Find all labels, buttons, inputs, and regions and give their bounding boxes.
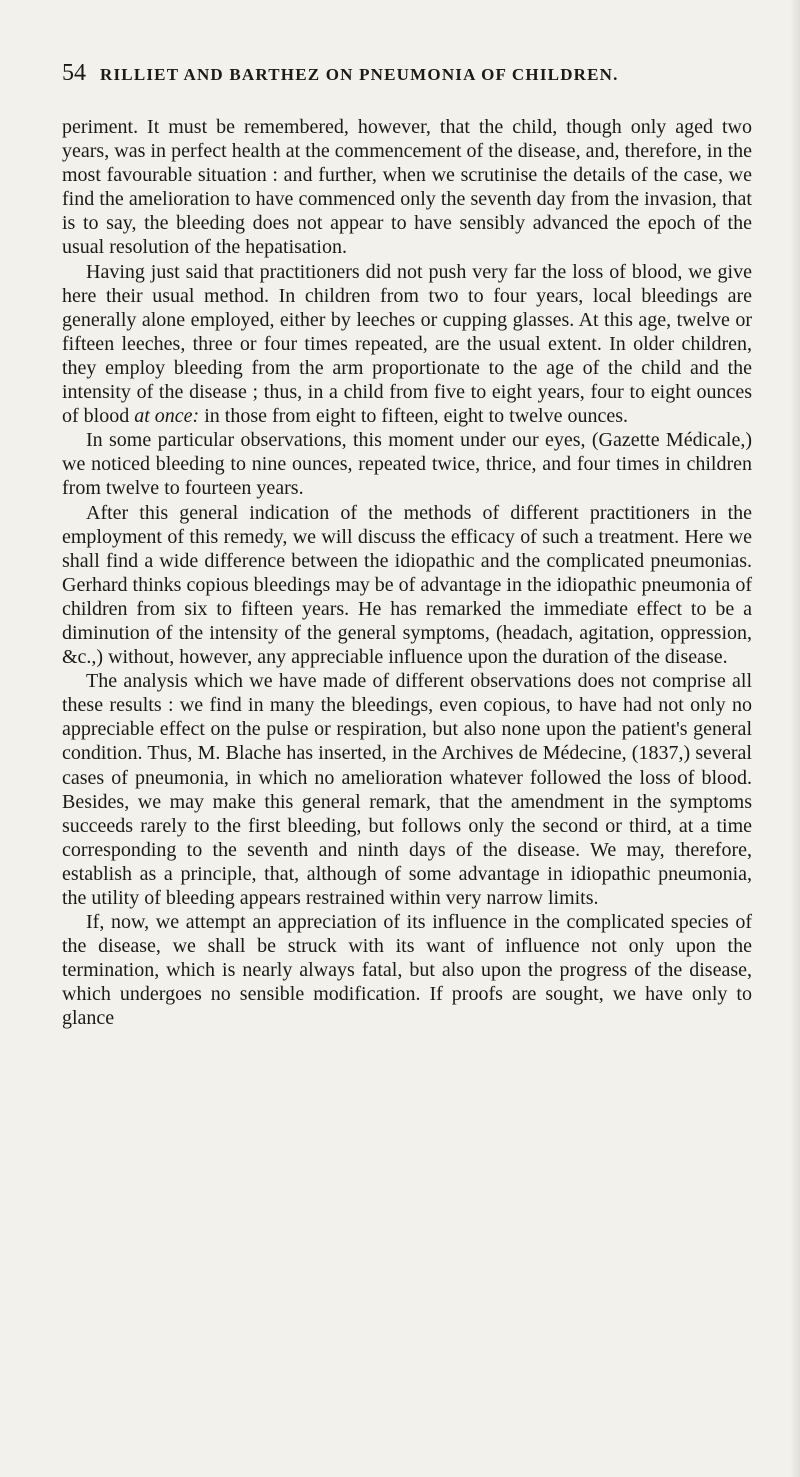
paragraph-text: In some particular observations, this moment under our eyes, (Gazette Médicale,) we noticed bleeding to nine ounces, repeated twice, thrice, and four times in children from twelve to fourteen years.	[62, 429, 752, 500]
paragraph-text: periment. It must be remembered, however, that the child, though only aged two years, was in perfect health at the commencement of the disease, and, therefore, in the most favourable situation : and further, when we scrutinise the details of the case, we find the amelioration to have commenced only the seventh day from the invasion, that is to say, the bleeding does not appear to have sensibly advanced the epoch of the usual resolution of the hepatisation.	[62, 116, 752, 259]
running-header	[62, 60, 752, 94]
paragraph-bleeding-method	[62, 260, 752, 429]
paragraph-observations	[62, 428, 752, 500]
page-edge-shadow	[790, 0, 800, 1477]
body-text	[62, 115, 752, 1031]
paragraph-efficacy	[62, 501, 752, 670]
page-number: 54	[62, 60, 86, 86]
emphasis-at-once: at once:	[134, 405, 200, 428]
paragraph-text: The analysis which we have made of different observations does not comprise all these results : we find in many the bleedings, even copious, to have had not only no appreciable effect on the pulse or respiration, but also none upon the patient's general condition. Thus, M. Blache has inserted, in the Archives de Médecine, (1837,) several cases of pneumonia, in which no amelioration whatever followed the loss of blood. Besides, we may make this general remark, that the amendment in the symptoms succeeds rarely to the first bleeding, but follows only the second or third, at a time corresponding to the seventh and ninth days of the disease. We may, therefore, establish as a principle, that, although of some advantage in idiopathic pneumonia, the utility of bleeding appears restrained within very narrow limits.	[62, 670, 752, 909]
paragraph-text: If, now, we attempt an appreciation of its influence in the complicated species of the disease, we shall be struck with its want of influence not only upon the termination, which is nearly always fatal, but also upon the progress of the disease, which undergoes no sensible modification. If proofs are sought, we have only to glance	[62, 911, 752, 1030]
paragraph-text: in those from eight to fifteen, eight to twelve ounces.	[199, 405, 628, 428]
paragraph-text: Having just said that practitioners did not push very far the loss of blood, we give here their usual method. In children from two to four years, local bleedings are generally alone employed, either by leeches or cupping glasses. At this age, twelve or fifteen leeches, three or four times repeated, are the usual extent. In older children, they employ bleeding from the arm proportionate to the age of the child and the intensity of the disease ; thus, in a child from five to eight years, four to eight ounces of blood	[62, 260, 752, 428]
book-page	[62, 60, 752, 1031]
paragraph-complicated	[62, 910, 752, 1030]
paragraph-continued	[62, 115, 752, 260]
paragraph-text: After this general indication of the methods of different practitioners in the employment of this remedy, we will discuss the efficacy of such a treatment. Here we shall find a wide difference between the idiopathic and the complicated pneumonias. Gerhard thinks copious bleedings may be of advantage in the idiopathic pneumonia of children from six to fifteen years. He has remarked the immediate effect to be a diminution of the intensity of the general symptoms, (headach, agitation, oppression, &c.,) without, however, any appreciable influence upon the duration of the disease.	[62, 501, 752, 669]
running-title: RILLIET AND BARTHEZ ON PNEUMONIA OF CHILDREN.	[100, 65, 619, 84]
paragraph-analysis	[62, 669, 752, 910]
